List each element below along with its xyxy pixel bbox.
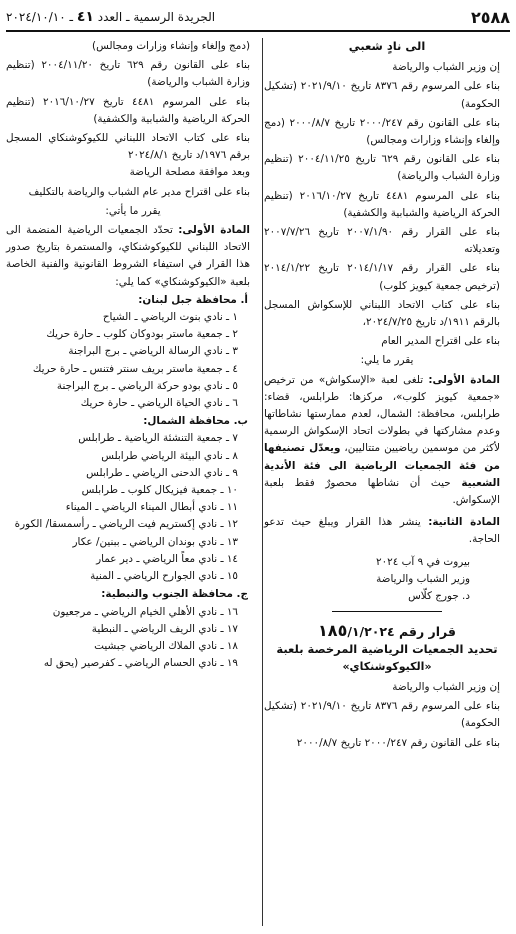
recital-continuation: (دمج وإلغاء وإنشاء وزارات ومجالس) xyxy=(92,40,250,52)
list-item: ١٣ ـ نادي بوندان الرياضي ـ ببنين/ عكار xyxy=(72,535,238,548)
recital: بناء على القانون رقم ٦٢٩ تاريخ ٢٠٠٤/١١/٢٠ (تنظيم وزارة الشباب والرياضة) xyxy=(6,59,251,89)
list-item: ١٠ ـ جمعية فيزيكال كلوب ـ طرابلس xyxy=(81,484,238,497)
article-text: تحدّد الجمعيات الرياضية المنضمة الى الاتحاد اللبناني للكيوكوشنكاي، والمستمرة بتاريخ صدور هذا القرار في استيفاء الشروط القانونية والفنية الخاصة بلعبة «الكيوكوشنكاي» كما يلي: xyxy=(6,224,250,288)
section-title: أ. محافظة جبل لبنان: xyxy=(138,293,248,306)
list-item: ١ ـ نادي بنوت الرياضي ـ الشياح xyxy=(102,311,238,324)
issue-date: ـ ٢٠٢٤/١٠/١٠ xyxy=(6,10,73,24)
list-item: ١٢ ـ نادي إكستريم فيت الرياضي ـ رأسمسقا/ الكورة xyxy=(14,518,238,531)
decision-title xyxy=(264,622,510,640)
article-bold-text: ويعدّل تصنيفها من فئة الجمعيات الرياضية الى فئة الأندية الشعبية xyxy=(264,442,501,489)
recital: بناء على القرار رقم ٢٠١٤/١/١٧ تاريخ ٢٠١٤/١/٢٢ (ترخيص جمعية كيويز كلوب) xyxy=(264,262,500,292)
gazette-title xyxy=(6,9,215,25)
signature-name: د. جورج كلّاس xyxy=(408,590,470,603)
recital: بناء على اقتراح مدير عام الشباب والرياضة بالتكليف xyxy=(28,185,250,198)
list-item: ١١ ـ نادي أبطال الميناء الرياضي ـ الميناء xyxy=(65,501,238,514)
section-title: ج. محافظة الجنوب والنبطية: xyxy=(101,588,248,601)
recital: بناء على القانون رقم ٢٠٠٠/٢٤٧ تاريخ ٢٠٠٠/٨/٧ (دمج وإلغاء وإنشاء وزارات ومجالس) xyxy=(264,116,501,147)
list-item: ١٦ ـ نادي الأهلي الخيام الرياضي ـ مرجعيون xyxy=(52,605,238,618)
article-1 xyxy=(264,372,510,510)
list-item: ٧ ـ جمعية التنشئة الرياضية ـ طرابلس xyxy=(78,432,238,445)
article-2 xyxy=(264,514,510,548)
exceptional-heading: الى نادٍ شعبي xyxy=(348,39,426,53)
column-divider xyxy=(262,38,263,926)
article-label: المادة الأولى: xyxy=(178,224,250,237)
list-item: ٣ ـ نادي الرسالة الرياضي ـ برج البراجنة xyxy=(68,345,238,358)
recital: بناء على القانون رقم ٢٠٠٠/٢٤٧ تاريخ ٢٠٠٠/٨/٧ xyxy=(296,736,500,749)
list-item: ٥ ـ نادي بودو حركة الرياضي ـ برج البراجنة xyxy=(56,379,238,392)
gazette-prefix: الجريدة الرسمية ـ العدد xyxy=(97,10,216,24)
recital: بناء على المرسوم رقم ٨٣٧٦ تاريخ ٢٠٢١/٩/١٠ (تشكيل الحكومة) xyxy=(264,80,501,110)
article-label: المادة الأولى: xyxy=(428,373,500,386)
separator-rule xyxy=(332,611,442,612)
list-item: ٦ ـ نادي الحياة الرياضي ـ حارة حريك xyxy=(80,397,238,410)
issue-number: ٤١ xyxy=(76,9,94,25)
recital: بناء على القرار رقم ٢٠٠٧/١/٩٠ تاريخ ٢٠٠٧/٧/٢٦ وتعديلاته xyxy=(264,226,500,256)
article-text: ينشر هذا القرار ويبلغ حيث تدعو الحاجة. xyxy=(264,516,500,546)
recital: بناء على اقتراح المدير العام xyxy=(381,335,500,348)
article-text: تلغى لعبة «الإسكواش» من ترخيص «جمعية كيويز كلوب»، مركزها: طرابلس، قضاء: طرابلس، محافظة: الشمال، لعدم ممارستها نشاطاتها وعدم مشاركتها في بطولات اتحاد الإسكواش الرسمية لأكثر من موسمين رياضيين متتاليين، xyxy=(264,373,500,455)
article-tail: حيث أن نشاطها محصورٌ فقط بلعبة الإسكواش. xyxy=(264,476,500,507)
list-item: ٩ ـ نادي الدحنى الرياضي ـ طرابلس xyxy=(86,466,238,479)
decision-prefix: قرار رقم xyxy=(398,624,456,640)
recital: بناء على المرسوم ٤٤٨١ تاريخ ٢٠١٦/١٠/٢٧ (تنظيم الحركة الرياضية والشبابية والكشفية) xyxy=(6,95,251,125)
decides-line: يقرر ما يلي: xyxy=(360,354,414,367)
right-column xyxy=(264,38,510,926)
signature-place-date: بيروت في ٩ آب ٢٠٢٤ xyxy=(376,555,470,568)
decision-sport: «الكيوكوشنكاي» xyxy=(342,659,432,673)
decision-number: ١٨٥ xyxy=(318,621,348,641)
page-number: ٢٥٨٨ xyxy=(470,7,510,27)
signature-title: وزير الشباب والرياضة xyxy=(376,572,470,585)
list-item: ١٨ ـ نادي الملاك الرياضي جبشيت xyxy=(94,639,238,652)
signature-block xyxy=(264,554,510,606)
list-item: ١٧ ـ نادي الريف الرياضي ـ النبطية xyxy=(91,622,238,635)
list-item: ٨ ـ نادي البيئة الرياضي طرابلس xyxy=(101,449,238,462)
article-1 xyxy=(6,222,260,291)
recital: بناء على المرسوم رقم ٨٣٧٦ تاريخ ٢٠٢١/٩/١٠ (تشكيل الحكومة) xyxy=(264,700,501,730)
decision-number-suffix: /١/٢٠٢٤ xyxy=(347,624,395,640)
recital: بناء على المرسوم ٤٤٨١ تاريخ ٢٠١٦/١٠/٢٧ (تنظيم الحركة الرياضية والشبابية والكشفية) xyxy=(264,189,500,219)
article-label: المادة الثانية: xyxy=(428,516,500,529)
recital: وبعد موافقة مصلحة الرياضة xyxy=(129,166,250,179)
list-item: ٢ ـ جمعية ماستر بودوكان كلوب ـ حارة حريك xyxy=(46,328,238,341)
section-title: ب. محافظة الشمال: xyxy=(143,415,248,428)
recital: بناء على كتاب الاتحاد اللبناني للإسكواش المسجل بالرقم ١٩١١/د تاريخ ٢٠٢٤/٧/٢٥، xyxy=(264,298,500,329)
list-item: ١٩ ـ نادي الحسام الرياضي ـ كفرصير (يحق له xyxy=(43,657,238,670)
recital: بناء على القانون رقم ٦٢٩ تاريخ ٢٠٠٤/١١/٢٥ (تنظيم وزارة الشباب والرياضة) xyxy=(264,153,501,183)
left-column xyxy=(6,38,260,926)
decision-subject: تحديد الجمعيات الرياضية المرخصة بلعبة xyxy=(276,641,498,656)
recital: بناء على كتاب الاتحاد اللبناني للكيوكوشنكاي المسجل برقم ١٩٧٦/د تاريخ ٢٠٢٤/٨/١ xyxy=(6,132,250,162)
minister-opening: إن وزير الشباب والرياضة xyxy=(392,680,500,693)
list-item: ١٤ ـ نادي معاً الرياضي ـ دير عمار xyxy=(96,552,238,565)
minister-opening: إن وزير الشباب والرياضة xyxy=(392,61,500,74)
list-item: ١٥ ـ نادي الجوارح الرياضي ـ المنية xyxy=(90,570,238,583)
list-item: ٤ ـ جمعية ماستر بريف سنتر فتنس ـ حارة حريك xyxy=(32,362,238,375)
page-header xyxy=(6,6,510,32)
decides-line: يقرر ما يأتي: xyxy=(105,204,161,217)
